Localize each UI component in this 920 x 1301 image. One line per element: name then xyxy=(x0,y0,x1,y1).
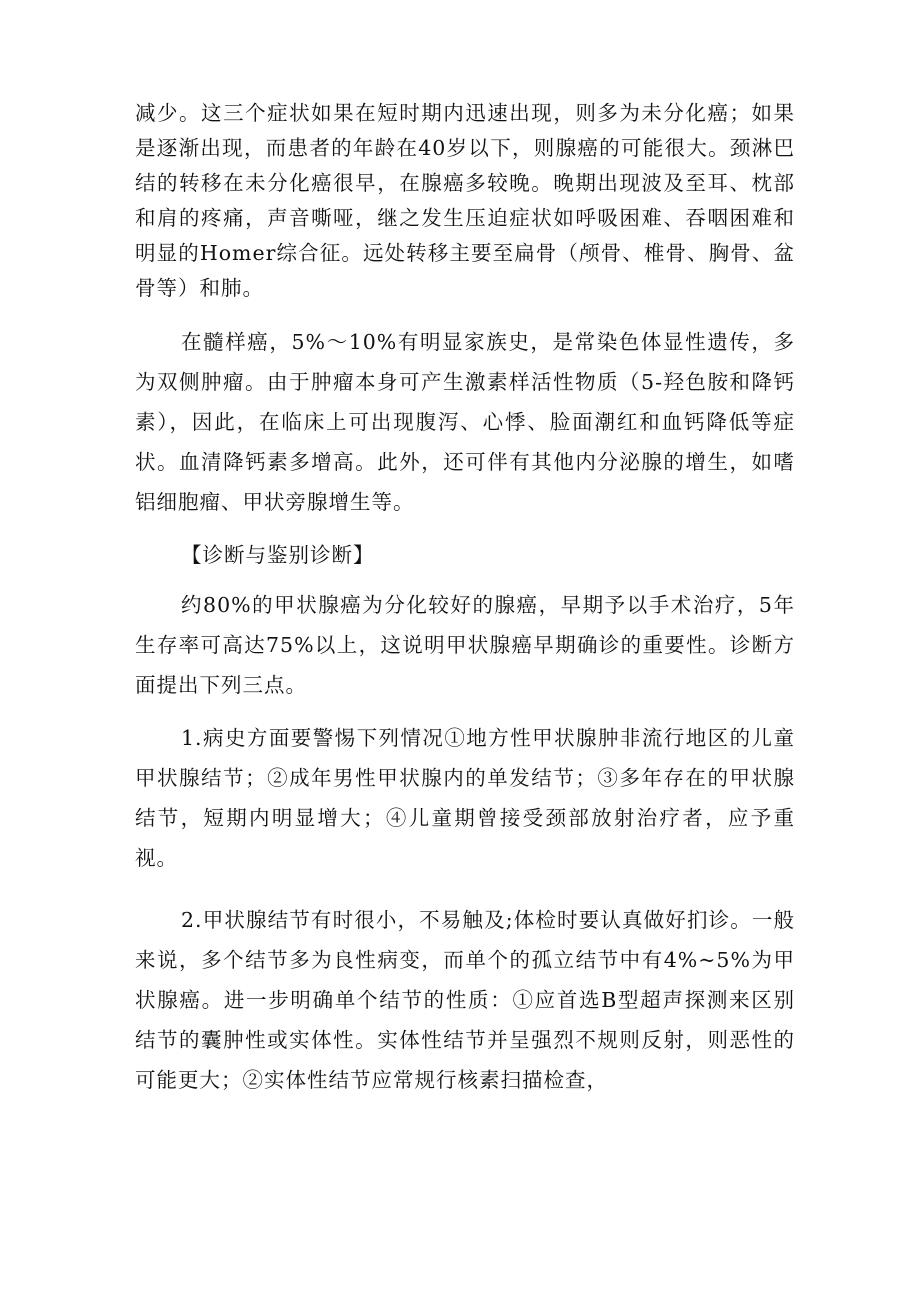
paragraph-symptoms-continued: 减少。这三个症状如果在短时期内迅速出现，则多为未分化癌；如果是逐渐出现，而患者的年龄在40岁以下，则腺癌的可能很大。颈淋巴结的转移在未分化癌很早，在腺癌多较晚。晚期出现波及至耳、枕部和肩的疼痛，声音嘶哑，继之发生压迫症状如呼吸困难、吞咽困难和明显的Homer综合征。远处转移主要至扁骨（颅骨、椎骨、胸骨、盆骨等）和肺。 xyxy=(135,101,795,300)
document-page xyxy=(135,96,795,1100)
paragraph-history-point-1: 1.病史方面要警惕下列情况①地方性甲状腺肿非流行地区的儿童甲状腺结节；②成年男性甲状腺内的单发结节；③多年存在的甲状腺结节，短期内明显增大；④儿童期曾接受颈部放射治疗者，应予重视。 xyxy=(135,726,795,870)
paragraph-medullary-carcinoma: 在髓样癌，5%～10%有明显家族史，是常染色体显性遗传，多为双侧肿瘤。由于肿瘤本身可产生激素样活性物质（5-羟色胺和降钙素），因此，在临床上可出现腹泻、心悸、脸面潮红和血钙降低等症状。血清降钙素多增高。此外，还可伴有其他内分泌腺的增生，如嗜铝细胞瘤、甲状旁腺增生等。 xyxy=(135,330,795,514)
section-heading-diagnosis: 【诊断与鉴别诊断】 xyxy=(181,543,375,567)
paragraph-diagnosis-intro: 约80%的甲状腺癌为分化较好的腺癌，早期予以手术治疗，5年生存率可高达75%以上，这说明甲状腺癌早期确诊的重要性。诊断方面提出下列三点。 xyxy=(135,593,795,697)
paragraph-nodule-point-2: 2.甲状腺结节有时很小，不易触及;体检时要认真做好扪诊。一般来说，多个结节多为良性病变，而单个的孤立结节中有4%~5%为甲状腺癌。进一步明确单个结节的性质：①应首选B型超声探测来区别结节的囊肿性或实体性。实体性结节并呈强烈不规则反射，则恶性的可能更大；②实体性结节应常规行核素扫描检查， xyxy=(135,908,795,1092)
